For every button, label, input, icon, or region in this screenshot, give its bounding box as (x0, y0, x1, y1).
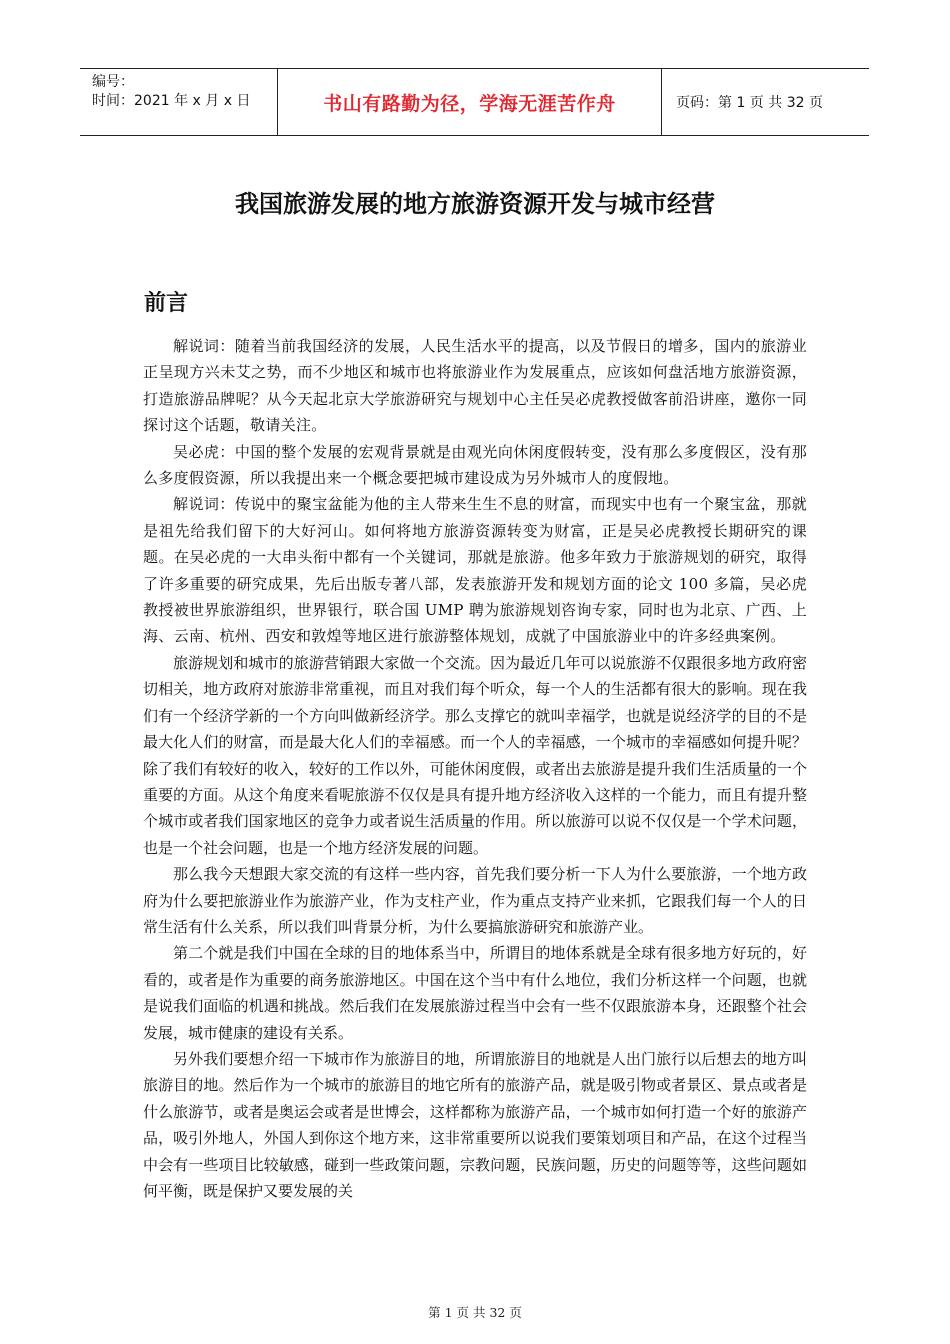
page-header (80, 68, 869, 136)
paragraph: 那么我今天想跟大家交流的有这样一些内容，首先我们要分析一下人为什么要旅游，一个地方政府为什么要把旅游业作为旅游产业，作为支柱产业，作为重点支持产业来抓，它跟我们每一个人的日常生活有什么关系，所以我们叫背景分析，为什么要搞旅游研究和旅游产业。 (143, 865, 807, 936)
paragraph: 吴必虎：中国的整个发展的宏观背景就是由观光向休闲度假转变，没有那么多度假区，没有那么多度假资源，所以我提出来一个概念要把城市建设成为另外城市人的度假地。 (143, 442, 807, 488)
date-label: 时间：2021 年 x 月 x 日 (92, 93, 251, 109)
motto-text: 书山有路勤为径，学海无涯苦作舟 (323, 92, 616, 115)
paragraph: 另外我们要想介绍一下城市作为旅游目的地，所谓旅游目的地就是人出门旅行以后想去的地方叫旅游目的地。然后作为一个城市的旅游目的地它所有的旅游产品，就是吸引物或者景区、景点或者是什么旅游节，或者是奥运会或者是世博会，这样都称为旅游产品，一个城市如何打造一个好的旅游产品，吸引外地人，外国人到你这个地方来，这非常重要所以说我们要策划项目和产品，在这个过程当中会有一些项目比较敏感，碰到一些政策问题，宗教问题，民族问题，历史的问题等等，这些问题如何平衡，既是保护又要发展的关 (143, 1049, 807, 1200)
motto-cell (277, 69, 662, 135)
page-footer: 第 1 页 共 32 页 (428, 1305, 522, 1320)
section-heading: 前言 (144, 291, 189, 316)
page-info: 页码：第 1 页 共 32 页 (676, 95, 823, 111)
code-label: 编号： (92, 74, 134, 90)
paragraph: 解说词：随着当前我国经济的发展，人民生活水平的提高，以及节假日的增多，国内的旅游业正呈现方兴未艾之势，而不少地区和城市也将旅游业作为发展重点，应该如何盘活地方旅游资源，打造旅游品牌呢？从今天起北京大学旅游研究与规划中心主任吴必虎教授做客前沿讲座，邀你一同探讨这个话题，敬请关注。 (143, 337, 807, 435)
paragraph: 第二个就是我们中国在全球的目的地体系当中，所谓目的地体系就是全球有很多地方好玩的，好看的，或者是作为重要的商务旅游地区。中国在这个当中有什么地位，我们分析这样一个问题，也就是说我们面临的机遇和挑战。然后我们在发展旅游过程当中会有一些不仅跟旅游本身，还跟整个社会发展，城市健康的建设有关系。 (143, 944, 807, 1042)
document-title: 我国旅游发展的地方旅游资源开发与城市经营 (235, 190, 715, 218)
paragraph: 解说词：传说中的聚宝盆能为他的主人带来生生不息的财富，而现实中也有一个聚宝盆，那就是祖先给我们留下的大好河山。如何将地方旅游资源转变为财富，正是吴必虎教授长期研究的课题。在吴必虎的一大串头衔中都有一个关键词，那就是旅游。他多年致力于旅游规划的研究，取得了许多重要的研究成果，先后出版专著八部，发表旅游开发和规划方面的论文 100 多篇，吴必虎教授被世界旅游组织，世界银行，联合国 UMP 聘为旅游规划咨询专家，同时也为北京、广西、上海、云南、杭州、西安和敦煌等地区进行旅游整体规划，成就了中国旅游业中的许多经典案例。 (143, 495, 807, 646)
paragraph: 旅游规划和城市的旅游营销跟大家做一个交流。因为最近几年可以说旅游不仅跟很多地方政府密切相关，地方政府对旅游非常重视，而且对我们每个听众，每一个人的生活都有很大的影响。现在我们有一个经济学新的一个方向叫做新经济学。那么支撑它的就叫幸福学，也就是说经济学的目的不是最大化人们的财富，而是最大化人们的幸福感。而一个人的幸福感，一个城市的幸福感如何提升呢？除了我们有较好的收入，较好的工作以外，可能休闲度假，或者出去旅游是提升我们生活质量的一个重要的方面。从这个角度来看呢旅游不仅仅是具有提升地方经济收入这样的一个能力，而且有提升整个城市或者我们国家地区的竞争力或者说生活质量的作用。所以旅游可以说不仅仅是一个学术问题，也是一个社会问题，也是一个地方经济发展的问题。 (143, 653, 807, 857)
document-body (143, 333, 807, 1204)
